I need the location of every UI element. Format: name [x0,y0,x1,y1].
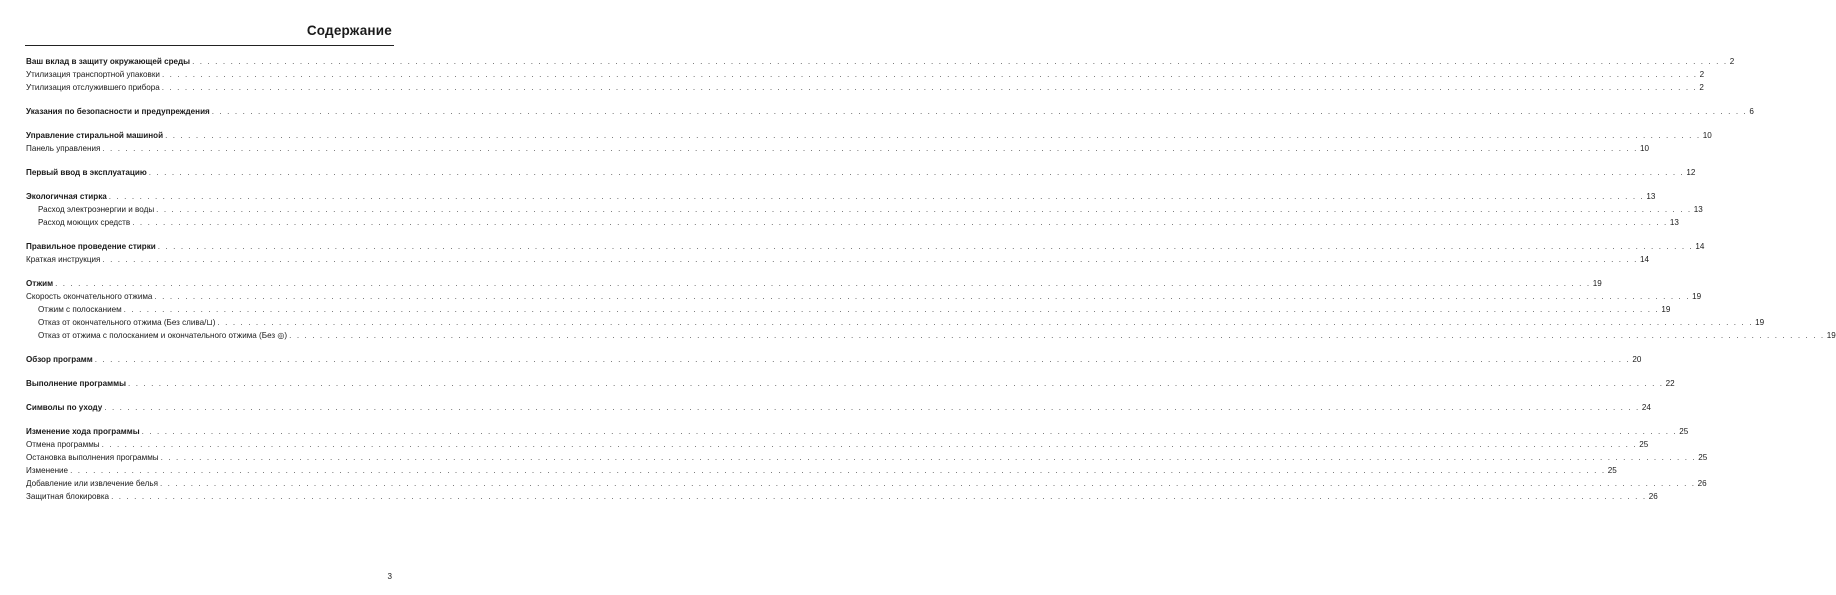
toc-label: Указания по безопасности и предупреждения [26,107,210,116]
toc-page-number: 25 [1607,466,1617,475]
toc-section [26,277,1836,342]
toc-label: Правильное проведение стирки [26,242,156,251]
dot-leader: . . . . . . . . . . . . . . . . . . . . . . . . . . . . . . . . . . . . . . . . . . . . . . . . . . . . . . . . . . . . . . . . . . . . . . . . . . . . . . . . . . . . . . . . . . . . . . . . . . . . . . . . . . . . . . . . . . . . . . . . . . . . . . . . . . . . . . . . . . . . . . . . . . . . . . . . . . . . . . . . . . . . . . . . . . . . . . . . . . . . . . . . . . . . . . . . . . . . . . . . [148,168,1685,177]
page-number: 3 [387,572,392,581]
toc-label: Отжим [26,279,54,288]
dot-leader: . . . . . . . . . . . . . . . . . . . . . . . . . . . . . . . . . . . . . . . . . . . . . . . . . . . . . . . . . . . . . . . . . . . . . . . . . . . . . . . . . . . . . . . . . . . . . . . . . . . . . . . . . . . . . . . . . . . . . . . . . . . . . . . . . . . . . . . . . . . . . . . . . . . . . . . . . . . . . . . . . . . . . . . . . . . . . . . . . . . . . . . . . . . . . . . . . . . . . . . . [161,70,1698,79]
toc-page-number: 19 [1826,331,1836,340]
toc-item[interactable] [26,316,1765,329]
toc-page-number: 14 [1640,255,1650,264]
dot-leader: . . . . . . . . . . . . . . . . . . . . . . . . . . . . . . . . . . . . . . . . . . . . . . . . . . . . . . . . . . . . . . . . . . . . . . . . . . . . . . . . . . . . . . . . . . . . . . . . . . . . . . . . . . . . . . . . . . . . . . . . . . . . . . . . . . . . . . . . . . . . . . . . . . . . . . . . . . . . . . . . . . . . . . . . . . . . . . . . . . . . . . . . . . . . . . . . . . . . . . . . [159,479,1696,488]
toc-page-number: 12 [1686,168,1696,177]
toc-label: Остановка выполнения программы [26,453,159,462]
toc-section [26,353,1642,366]
toc-label: Расход моющих средств [38,218,131,227]
toc-page-number: 24 [1641,403,1651,412]
toc-page-number: 2 [1699,83,1704,92]
toc-page-number: 20 [1632,355,1642,364]
dot-leader: . . . . . . . . . . . . . . . . . . . . . . . . . . . . . . . . . . . . . . . . . . . . . . . . . . . . . . . . . . . . . . . . . . . . . . . . . . . . . . . . . . . . . . . . . . . . . . . . . . . . . . . . . . . . . . . . . . . . . . . . . . . . . . . . . . . . . . . . . . . . . . . . . . . . . . . . . . . . . . . . . . . . . . . . . . . . . . . . . . . . . . . . . . . . . . . . . . . . . . . . [165,131,1701,140]
toc-label: Управление стиральной машиной [26,131,164,140]
dot-leader: . . . . . . . . . . . . . . . . . . . . . . . . . . . . . . . . . . . . . . . . . . . . . . . . . . . . . . . . . . . . . . . . . . . . . . . . . . . . . . . . . . . . . . . . . . . . . . . . . . . . . . . . . . . . . . . . . . . . . . . . . . . . . . . . . . . . . . . . . . . . . . . . . . . . . . . . . . . . . . . . . . . . . . . . . . . . . . . . . . . . . . . . . . . . . . . . . . . . . . . . [141,427,1678,436]
toc-page-number: 19 [1692,292,1702,301]
toc-label: Краткая инструкция [26,255,101,264]
dot-leader: . . . . . . . . . . . . . . . . . . . . . . . . . . . . . . . . . . . . . . . . . . . . . . . . . . . . . . . . . . . . . . . . . . . . . . . . . . . . . . . . . . . . . . . . . . . . . . . . . . . . . . . . . . . . . . . . . . . . . . . . . . . . . . . . . . . . . . . . . . . . . . . . . . . . . . . . . . . . . . . . . . . . . . . . . . . . . . . . . . . . . . . . . . . . . . . . . . . . . . . . [108,192,1645,201]
dot-leader: . . . . . . . . . . . . . . . . . . . . . . . . . . . . . . . . . . . . . . . . . . . . . . . . . . . . . . . . . . . . . . . . . . . . . . . . . . . . . . . . . . . . . . . . . . . . . . . . . . . . . . . . . . . . . . . . . . . . . . . . . . . . . . . . . . . . . . . . . . . . . . . . . . . . . . . . . . . . . . . . . . . . . . . . . . . . . . . . . . . . . . . . . . . . . . . . . . . . . . . . [160,453,1697,462]
toc-section [26,240,1705,266]
toc-section [26,129,1712,155]
dot-leader: . . . . . . . . . . . . . . . . . . . . . . . . . . . . . . . . . . . . . . . . . . . . . . . . . . . . . . . . . . . . . . . . . . . . . . . . . . . . . . . . . . . . . . . . . . . . . . . . . . . . . . . . . . . . . . . . . . . . . . . . . . . . . . . . . . . . . . . . . . . . . . . . . . . . . . . . . . . . . . . . . . . . . . . . . . . . . . . . . . . . . . . . . . . . . . . . . . . . . . . . [55,279,1591,288]
toc-label: Изменение [26,466,69,475]
dot-leader: . . . . . . . . . . . . . . . . . . . . . . . . . . . . . . . . . . . . . . . . . . . . . . . . . . . . . . . . . . . . . . . . . . . . . . . . . . . . . . . . . . . . . . . . . . . . . . . . . . . . . . . . . . . . . . . . . . . . . . . . . . . . . . . . . . . . . . . . . . . . . . . . . . . . . . . . . . . . . . . . . . . . . . . . . . . . . . . . . . . . . . . . . . . . . . . . . . . . . . . . [161,83,1698,92]
dot-leader: . . . . . . . . . . . . . . . . . . . . . . . . . . . . . . . . . . . . . . . . . . . . . . . . . . . . . . . . . . . . . . . . . . . . . . . . . . . . . . . . . . . . . . . . . . . . . . . . . . . . . . . . . . . . . . . . . . . . . . . . . . . . . . . . . . . . . . . . . . . . . . . . . . . . . . . . . . . . . . . . . . . . . . . . . . . . . . . . . . . . . . . . . . . . . . . . . . . . . . . . [101,440,1638,449]
dot-leader: . . . . . . . . . . . . . . . . . . . . . . . . . . . . . . . . . . . . . . . . . . . . . . . . . . . . . . . . . . . . . . . . . . . . . . . . . . . . . . . . . . . . . . . . . . . . . . . . . . . . . . . . . . . . . . . . . . . . . . . . . . . . . . . . . . . . . . . . . . . . . . . . . . . . . . . . . . . . . . . . . . . . . . . . . . . . . . . . . . . . . . . . . . . . . . . . . . . . . . . . [123,305,1660,314]
toc-section [26,190,1703,229]
toc-item[interactable] [26,290,1702,303]
dot-leader: . . . . . . . . . . . . . . . . . . . . . . . . . . . . . . . . . . . . . . . . . . . . . . . . . . . . . . . . . . . . . . . . . . . . . . . . . . . . . . . . . . . . . . . . . . . . . . . . . . . . . . . . . . . . . . . . . . . . . . . . . . . . . . . . . . . . . . . . . . . . . . . . . . . . . . . . . . . . . . . . . . . . . . . . . . . . . . . . . . . . . . . . . . . . . . . . . . . . . . . . [154,292,1691,301]
toc-page-number: 13 [1646,192,1656,201]
dot-leader: . . . . . . . . . . . . . . . . . . . . . . . . . . . . . . . . . . . . . . . . . . . . . . . . . . . . . . . . . . . . . . . . . . . . . . . . . . . . . . . . . . . . . . . . . . . . . . . . . . . . . . . . . . . . . . . . . . . . . . . . . . . . . . . . . . . . . . . . . . . . . . . . . . . . . . . . . . . . . . . . . . . . . . . . . . . . . . . . . . . . . . . . . . . . . . . . . . . . . . . . [211,107,1748,116]
toc-label: Символы по уходу [26,403,103,412]
dot-leader: . . . . . . . . . . . . . . . . . . . . . . . . . . . . . . . . . . . . . . . . . . . . . . . . . . . . . . . . . . . . . . . . . . . . . . . . . . . . . . . . . . . . . . . . . . . . . . . . . . . . . . . . . . . . . . . . . . . . . . . . . . . . . . . . . . . . . . . . . . . . . . . . . . . . . . . . . . . . . . . . . . . . . . . . . . . . . . . . . . . . . . . . . . . . . . . . . . . . . . . . [156,205,1692,214]
toc-heading[interactable] [26,166,1696,179]
toc-heading[interactable] [26,425,1689,438]
toc-page-number: 10 [1640,144,1650,153]
dot-leader: . . . . . . . . . . . . . . . . . . . . . . . . . . . . . . . . . . . . . . . . . . . . . . . . . . . . . . . . . . . . . . . . . . . . . . . . . . . . . . . . . . . . . . . . . . . . . . . . . . . . . . . . . . . . . . . . . . . . . . . . . . . . . . . . . . . . . . . . . . . . . . . . . . . . . . . . . . . . . . . . . . . . . . . . . . . . . . . . . . . . . . . . . . . . . . . . . . . . . . . . [70,466,1606,475]
toc-page-number: 2 [1699,70,1705,79]
dot-leader: . . . . . . . . . . . . . . . . . . . . . . . . . . . . . . . . . . . . . . . . . . . . . . . . . . . . . . . . . . . . . . . . . . . . . . . . . . . . . . . . . . . . . . . . . . . . . . . . . . . . . . . . . . . . . . . . . . . . . . . . . . . . . . . . . . . . . . . . . . . . . . . . . . . . . . . . . . . . . . . . . . . . . . . . . . . . . . . . . . . . . . . . . . . . . . . . . . . . . . . . [104,403,1640,412]
toc-label: Отжим с полосканием [38,305,122,314]
toc-item[interactable] [26,203,1703,216]
toc-section [26,55,1735,94]
toc-page-number: 10 [1702,131,1712,140]
dot-leader: . . . . . . . . . . . . . . . . . . . . . . . . . . . . . . . . . . . . . . . . . . . . . . . . . . . . . . . . . . . . . . . . . . . . . . . . . . . . . . . . . . . . . . . . . . . . . . . . . . . . . . . . . . . . . . . . . . . . . . . . . . . . . . . . . . . . . . . . . . . . . . . . . . . . . . . . . . . . . . . . . . . . . . . . . . . . . . . . . . . . . . . . . . . . . . . . . . . . . . . . [132,218,1668,227]
no-spin-icon: ◎ [277,331,285,340]
dot-leader: . . . . . . . . . . . . . . . . . . . . . . . . . . . . . . . . . . . . . . . . . . . . . . . . . . . . . . . . . . . . . . . . . . . . . . . . . . . . . . . . . . . . . . . . . . . . . . . . . . . . . . . . . . . . . . . . . . . . . . . . . . . . . . . . . . . . . . . . . . . . . . . . . . . . . . . . . . . . . . . . . . . . . . . . . . . . . . . . . . . . . . . . . . . . . . . . . . . . . . . . [94,355,1631,364]
toc-item[interactable] [26,142,1650,155]
toc-item[interactable] [26,329,1836,342]
toc-section [26,166,1696,179]
toc-item[interactable] [26,464,1617,477]
toc-section [26,425,1708,503]
toc-heading[interactable] [26,401,1651,414]
page-title: Содержание [306,23,392,38]
toc-page-number: 26 [1697,479,1707,488]
toc-label: Утилизация отслужившего прибора [26,83,160,92]
dot-leader: . . . . . . . . . . . . . . . . . . . . . . . . . . . . . . . . . . . . . . . . . . . . . . . . . . . . . . . . . . . . . . . . . . . . . . . . . . . . . . . . . . . . . . . . . . . . . . . . . . . . . . . . . . . . . . . . . . . . . . . . . . . . . . . . . . . . . . . . . . . . . . . . . . . . . . . . . . . . . . . . . . . . . . . . . . . . . . . . . . . . . . . . . . . . . . . . . . . . . . . . [157,242,1694,251]
table-of-contents [26,55,1836,514]
toc-page-number: 13 [1669,218,1679,227]
dot-leader: . . . . . . . . . . . . . . . . . . . . . . . . . . . . . . . . . . . . . . . . . . . . . . . . . . . . . . . . . . . . . . . . . . . . . . . . . . . . . . . . . . . . . . . . . . . . . . . . . . . . . . . . . . . . . . . . . . . . . . . . . . . . . . . . . . . . . . . . . . . . . . . . . . . . . . . . . . . . . . . . . . . . . . . . . . . . . . . . . . . . . . . . . . . . . . . . . . . . . . . . [217,318,1754,327]
no-drain-icon: ⊔ [206,318,213,327]
toc-page-number: 19 [1592,279,1602,288]
toc-label: Отказ от окончательного отжима (Без слива/⊔) [38,318,216,327]
toc-item[interactable] [26,490,1658,503]
toc-item[interactable] [26,253,1650,266]
toc-heading[interactable] [26,190,1656,203]
toc-heading[interactable] [26,277,1602,290]
toc-label: Утилизация транспортной упаковки [26,70,160,79]
dot-leader: . . . . . . . . . . . . . . . . . . . . . . . . . . . . . . . . . . . . . . . . . . . . . . . . . . . . . . . . . . . . . . . . . . . . . . . . . . . . . . . . . . . . . . . . . . . . . . . . . . . . . . . . . . . . . . . . . . . . . . . . . . . . . . . . . . . . . . . . . . . . . . . . . . . . . . . . . . . . . . . . . . . . . . . . . . . . . . . . . . . . . . . . . . . . . . . . . . . . . . . . [102,144,1638,153]
toc-item[interactable] [26,451,1708,464]
toc-label: Отмена программы [26,440,100,449]
toc-label: Выполнение программы [26,379,127,388]
toc-item[interactable] [26,477,1707,490]
toc-page-number: 2 [1729,57,1735,66]
toc-heading[interactable] [26,105,1754,118]
toc-page-number: 25 [1679,427,1689,436]
toc-heading[interactable] [26,240,1705,253]
toc-item[interactable] [26,303,1671,316]
dot-leader: . . . . . . . . . . . . . . . . . . . . . . . . . . . . . . . . . . . . . . . . . . . . . . . . . . . . . . . . . . . . . . . . . . . . . . . . . . . . . . . . . . . . . . . . . . . . . . . . . . . . . . . . . . . . . . . . . . . . . . . . . . . . . . . . . . . . . . . . . . . . . . . . . . . . . . . . . . . . . . . . . . . . . . . . . . . . . . . . . . . . . . . . . . . . . . . . . . . . . . . . [289,331,1825,340]
toc-heading[interactable] [26,55,1735,68]
toc-label: Добавление или извлечение белья [26,479,158,488]
dot-leader: . . . . . . . . . . . . . . . . . . . . . . . . . . . . . . . . . . . . . . . . . . . . . . . . . . . . . . . . . . . . . . . . . . . . . . . . . . . . . . . . . . . . . . . . . . . . . . . . . . . . . . . . . . . . . . . . . . . . . . . . . . . . . . . . . . . . . . . . . . . . . . . . . . . . . . . . . . . . . . . . . . . . . . . . . . . . . . . . . . . . . . . . . . . . . . . . . . . . . . . . [102,255,1639,264]
toc-section [26,401,1651,414]
toc-label: Обзор программ [26,355,93,364]
toc-page-number: 14 [1695,242,1705,251]
toc-label: Отказ от отжима с полосканием и окончательного отжима (Без ◎) [38,331,288,340]
toc-heading[interactable] [26,129,1712,142]
toc-page-number: 22 [1665,379,1675,388]
toc-label: Экологичная стирка [26,192,107,201]
toc-page-number: 19 [1661,305,1671,314]
toc-section [26,105,1754,118]
toc-label: Защитная блокировка [26,492,110,501]
toc-page-number: 25 [1639,440,1649,449]
toc-page-number: 26 [1648,492,1658,501]
toc-label: Расход электроэнергии и воды [38,205,155,214]
header-rule [25,45,394,46]
toc-label: Первый ввод в эксплуатацию [26,168,147,177]
dot-leader: . . . . . . . . . . . . . . . . . . . . . . . . . . . . . . . . . . . . . . . . . . . . . . . . . . . . . . . . . . . . . . . . . . . . . . . . . . . . . . . . . . . . . . . . . . . . . . . . . . . . . . . . . . . . . . . . . . . . . . . . . . . . . . . . . . . . . . . . . . . . . . . . . . . . . . . . . . . . . . . . . . . . . . . . . . . . . . . . . . . . . . . . . . . . . . . . . . . . . . . . [128,379,1664,388]
toc-heading[interactable] [26,377,1675,390]
toc-heading[interactable] [26,353,1642,366]
toc-section [26,377,1675,390]
toc-label: Ваш вклад в защиту окружающей среды [26,57,191,66]
toc-page-number: 6 [1749,107,1754,116]
toc-page-number: 13 [1693,205,1703,214]
toc-label: Скорость окончательного отжима [26,292,153,301]
toc-label: Изменение хода программы [26,427,140,436]
toc-item[interactable] [26,68,1705,81]
toc-item[interactable] [26,216,1679,229]
dot-leader: . . . . . . . . . . . . . . . . . . . . . . . . . . . . . . . . . . . . . . . . . . . . . . . . . . . . . . . . . . . . . . . . . . . . . . . . . . . . . . . . . . . . . . . . . . . . . . . . . . . . . . . . . . . . . . . . . . . . . . . . . . . . . . . . . . . . . . . . . . . . . . . . . . . . . . . . . . . . . . . . . . . . . . . . . . . . . . . . . . . . . . . . . . . . . . . . . . . . . . . . [111,492,1647,501]
toc-label: Панель управления [26,144,101,153]
toc-page-number: 19 [1755,318,1765,327]
toc-item[interactable] [26,81,1704,94]
dot-leader: . . . . . . . . . . . . . . . . . . . . . . . . . . . . . . . . . . . . . . . . . . . . . . . . . . . . . . . . . . . . . . . . . . . . . . . . . . . . . . . . . . . . . . . . . . . . . . . . . . . . . . . . . . . . . . . . . . . . . . . . . . . . . . . . . . . . . . . . . . . . . . . . . . . . . . . . . . . . . . . . . . . . . . . . . . . . . . . . . . . . . . . . . . . . . . . . . . . . . . . . [192,57,1728,66]
toc-item[interactable] [26,438,1649,451]
toc-page-number: 25 [1698,453,1708,462]
